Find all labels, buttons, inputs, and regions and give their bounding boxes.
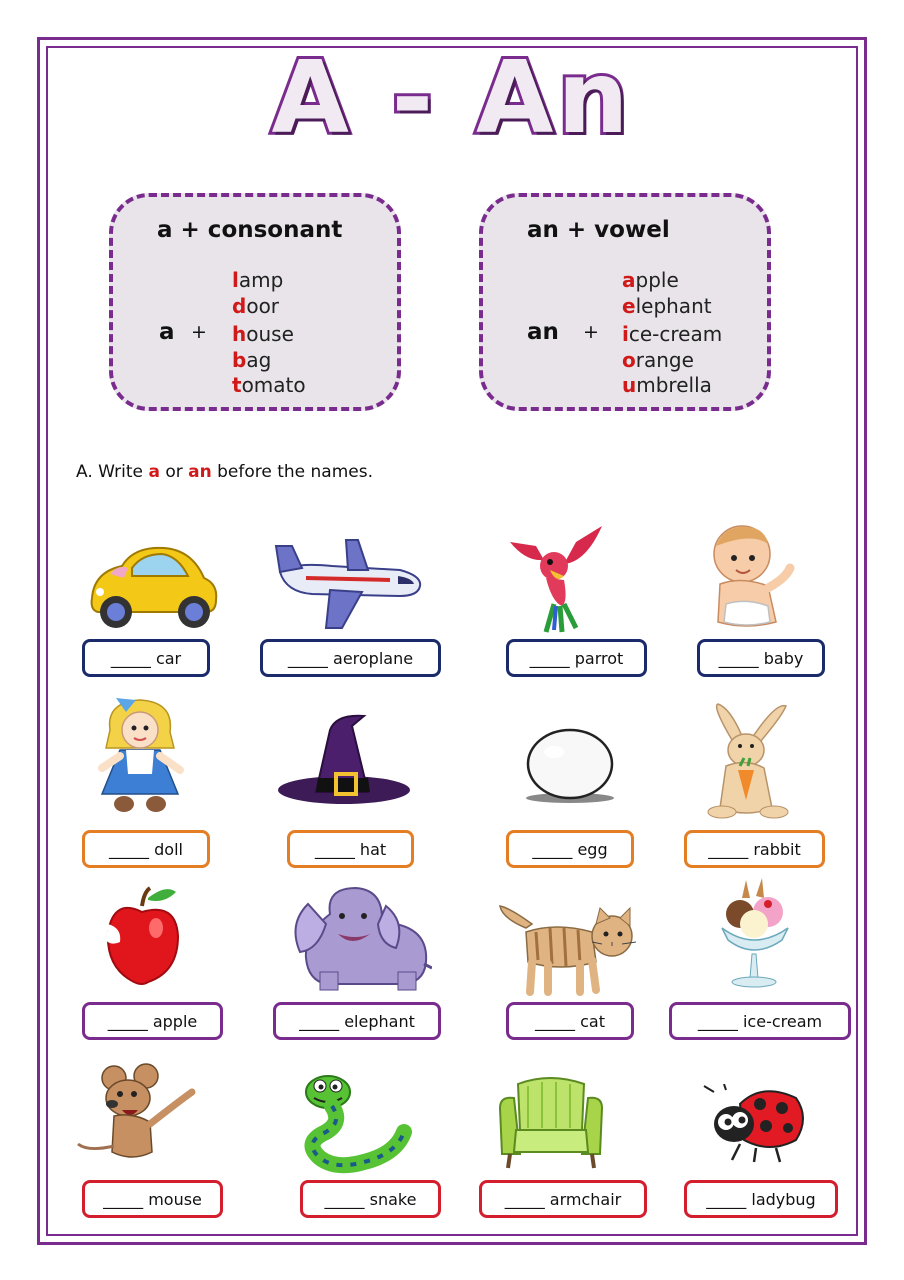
rule-word: ice-cream <box>622 322 723 346</box>
car-icon <box>82 540 222 635</box>
rule-box-consonant <box>109 193 401 411</box>
worksheet-title: A - An <box>271 39 633 156</box>
instruction: A. Write a or an before the names. <box>76 462 373 482</box>
rabbit-icon <box>702 700 806 824</box>
rule-plus: + <box>191 321 207 343</box>
rule-word: apple <box>622 268 679 292</box>
rule-word: umbrella <box>622 373 712 397</box>
ladybug-icon <box>700 1084 808 1164</box>
rule-word-list <box>622 268 722 399</box>
mouse-icon <box>74 1062 202 1166</box>
answer-box-mouse[interactable]: _____ mouse <box>82 1180 223 1218</box>
rule-article: an <box>527 319 559 345</box>
cat-icon <box>496 898 642 998</box>
answer-box-cat[interactable]: _____ cat <box>506 1002 634 1040</box>
rule-word: orange <box>622 347 694 372</box>
armchair-icon <box>496 1074 606 1174</box>
answer-box-aeroplane[interactable]: _____ aeroplane <box>260 639 441 677</box>
egg-icon <box>520 722 620 804</box>
answer-box-doll[interactable]: _____ doll <box>82 830 210 868</box>
answer-box-baby[interactable]: _____ baby <box>697 639 825 677</box>
rule-box-vowel <box>479 193 771 411</box>
rule-word: house <box>232 322 294 346</box>
answer-box-rabbit[interactable]: _____ rabbit <box>684 830 825 868</box>
answer-box-ice-cream[interactable]: _____ ice-cream <box>669 1002 851 1040</box>
rule-heading: a + consonant <box>157 217 343 243</box>
rule-word-list <box>232 268 306 399</box>
answer-box-car[interactable]: _____ car <box>82 639 210 677</box>
rule-word: door <box>232 293 280 318</box>
aeroplane-icon <box>272 532 427 632</box>
rule-word: tomato <box>232 373 306 397</box>
answer-box-egg[interactable]: _____ egg <box>506 830 634 868</box>
answer-box-hat[interactable]: _____ hat <box>287 830 414 868</box>
answer-box-elephant[interactable]: _____ elephant <box>273 1002 441 1040</box>
rule-plus: + <box>583 321 599 343</box>
apple-icon <box>104 884 182 990</box>
answer-box-apple[interactable]: _____ apple <box>82 1002 223 1040</box>
answer-box-armchair[interactable]: _____ armchair <box>479 1180 647 1218</box>
elephant-icon <box>286 884 432 996</box>
snake-icon <box>300 1072 412 1176</box>
parrot-icon <box>506 522 606 634</box>
hat-icon <box>276 712 412 810</box>
answer-box-parrot[interactable]: _____ parrot <box>506 639 647 677</box>
rule-article: a <box>159 319 175 345</box>
doll-icon <box>96 694 188 816</box>
baby-icon <box>706 518 798 634</box>
answer-box-ladybug[interactable]: _____ ladybug <box>684 1180 838 1218</box>
rule-heading: an + vowel <box>527 217 670 243</box>
rule-word: elephant <box>622 293 712 318</box>
rule-word: lamp <box>232 268 284 292</box>
answer-box-snake[interactable]: _____ snake <box>300 1180 441 1218</box>
rule-word: bag <box>232 347 272 372</box>
ice-cream-icon <box>712 878 798 990</box>
